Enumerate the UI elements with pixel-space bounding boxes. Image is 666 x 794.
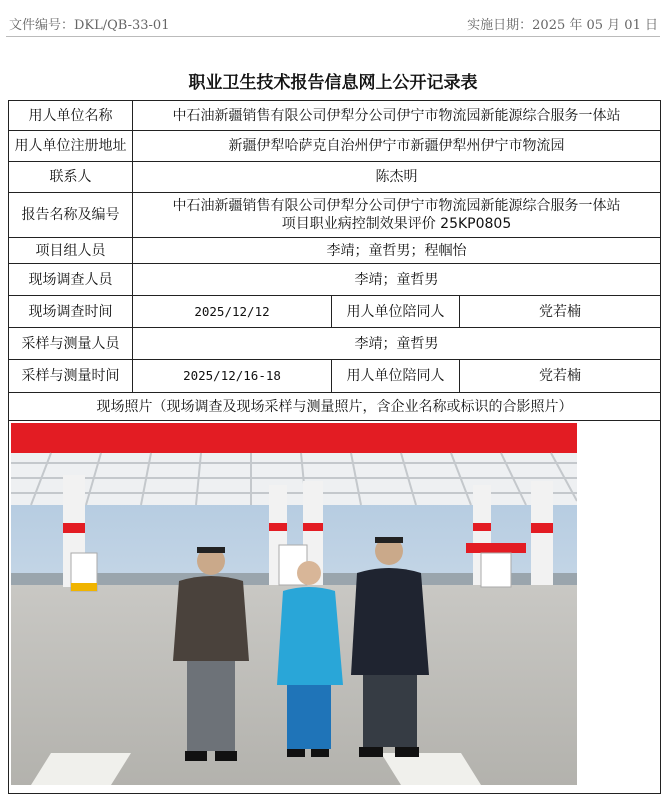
address-label: 用人单位注册地址 (9, 131, 133, 162)
table-row (9, 264, 661, 296)
table-row (9, 393, 661, 421)
contact-value: 陈杰明 (133, 162, 661, 193)
survey-companion-label: 用人单位陪同人 (332, 296, 460, 328)
table-row (9, 328, 661, 360)
table-row (9, 101, 661, 131)
sampling-companion-label: 用人单位陪同人 (332, 360, 460, 393)
table-row (9, 296, 661, 328)
table-row (9, 162, 661, 193)
table-row (9, 360, 661, 393)
photo-caption: 现场照片（现场调查及现场采样与测量照片，含企业名称或标识的合影照片） (9, 393, 661, 421)
sampling-staff-label: 采样与测量人员 (9, 328, 133, 360)
report-number: 项目职业病控制效果评价 25KP0805 (281, 216, 512, 232)
contact-label: 联系人 (9, 162, 133, 193)
page-title: 职业卫生技术报告信息网上公开记录表 (188, 73, 478, 93)
table-row (9, 193, 661, 238)
table-row (9, 238, 661, 264)
effective-date: 实施日期：2025 年 05 月 01 日 (467, 18, 658, 33)
address-value: 新疆伊犁哈萨克自治州伊宁市新疆伊犁州伊宁市物流园 (133, 131, 661, 162)
site-photo-illustration (11, 423, 577, 785)
table-row (9, 131, 661, 162)
company-label: 用人单位名称 (9, 101, 133, 131)
report-label: 报告名称及编号 (9, 193, 133, 238)
sampling-time-label: 采样与测量时间 (9, 360, 133, 393)
table-row (9, 421, 661, 794)
sampling-companion-value: 党若楠 (460, 360, 661, 393)
site-group-photo (11, 423, 577, 785)
survey-companion-value: 党若楠 (460, 296, 661, 328)
survey-time-label: 现场调查时间 (9, 296, 133, 328)
survey-staff-label: 现场调查人员 (9, 264, 133, 296)
report-value (133, 193, 661, 238)
survey-time-value: 2025/12/12 (133, 296, 332, 328)
report-name: 中石油新疆销售有限公司伊犁分公司伊宁市物流园新能源综合服务一体站 (172, 198, 621, 214)
sampling-time-value: 2025/12/16-18 (133, 360, 332, 393)
record-table (8, 100, 661, 794)
photo-cell (9, 421, 661, 794)
sampling-staff-value: 李靖；童哲男 (133, 328, 661, 360)
company-value: 中石油新疆销售有限公司伊犁分公司伊宁市物流园新能源综合服务一体站 (133, 101, 661, 131)
document-number: 文件编号：DKL/QB-33-01 (9, 18, 170, 33)
header-divider (6, 36, 660, 37)
team-label: 项目组人员 (9, 238, 133, 264)
survey-staff-value: 李靖；童哲男 (133, 264, 661, 296)
team-value: 李靖；童哲男；程帼怡 (133, 238, 661, 264)
